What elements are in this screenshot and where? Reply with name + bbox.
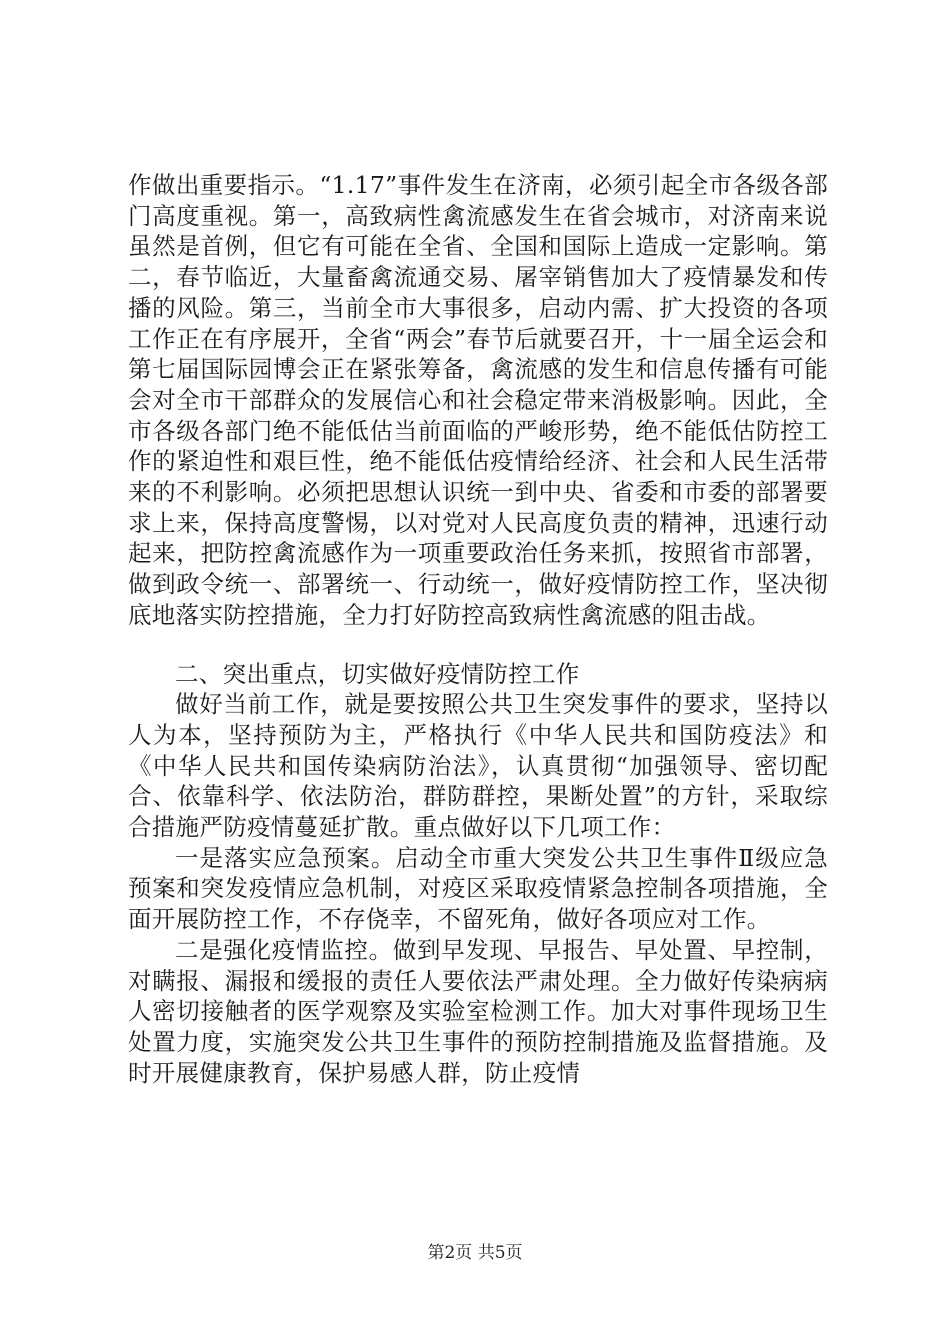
paragraph: 一是落实应急预案。启动全市重大突发公共卫生事件Ⅱ级应急预案和突发疫情应急机制，对疫区采取疫情紧急控制各项措施，全面开展防控工作，不存侥幸，不留死角，做好各项应对工作。 (128, 843, 828, 934)
paragraph: 做好当前工作，就是要按照公共卫生突发事件的要求，坚持以人为本，坚持预防为主，严格执行《中华人民共和国防疫法》和《中华人民共和国传染病防治法》，认真贯彻“加强领导、密切配合、依靠科学、依法防治，群防群控，果断处置”的方针，采取综合措施严防疫情蔓延扩散。重点做好以下几项工作： (128, 690, 828, 842)
paragraph: 二是强化疫情监控。做到早发现、早报告、早处置、早控制，对瞒报、漏报和缓报的责任人要依法严肃处理。全力做好传染病病人密切接触者的医学观察及实验室检测工作。加大对事件现场卫生处置力度，实施突发公共卫生事件的预防控制措施及监督措施。及时开展健康教育，保护易感人群，防止疫情 (128, 935, 828, 1087)
page-number-footer: 第2页 共5页 (427, 1243, 523, 1263)
document-body (128, 170, 828, 1088)
section-heading: 二、突出重点，切实做好疫情防控工作 (175, 659, 580, 688)
paragraph-continuation: 作做出重要指示。“1.17”事件发生在济南，必须引起全市各级各部门高度重视。第一，高致病性禽流感发生在省会城市，对济南来说虽然是首例，但它有可能在全省、全国和国际上造成一定影响。第二，春节临近，大量畜禽流通交易、屠宰销售加大了疫情暴发和传播的风险。第三，当前全市大事很多，启动内需、扩大投资的各项工作正在有序展开，全省“两会”春节后就要召开，十一届全运会和第七届国际园博会正在紧张筹备，禽流感的发生和信息传播有可能会对全市干部群众的发展信心和社会稳定带来消极影响。因此，全市各级各部门绝不能低估当前面临的严峻形势，绝不能低估防控工作的紧迫性和艰巨性，绝不能低估疫情给经济、社会和人民生活带来的不利影响。必须把思想认识统一到中央、省委和市委的部署要求上来，保持高度警惕，以对党对人民高度负责的精神，迅速行动起来，把防控禽流感作为一项重要政治任务来抓，按照省市部署，做到政令统一、部署统一、行动统一，做好疫情防控工作，坚决彻底地落实防控措施，全力打好防控高致病性禽流感的阻击战。 (128, 171, 828, 629)
